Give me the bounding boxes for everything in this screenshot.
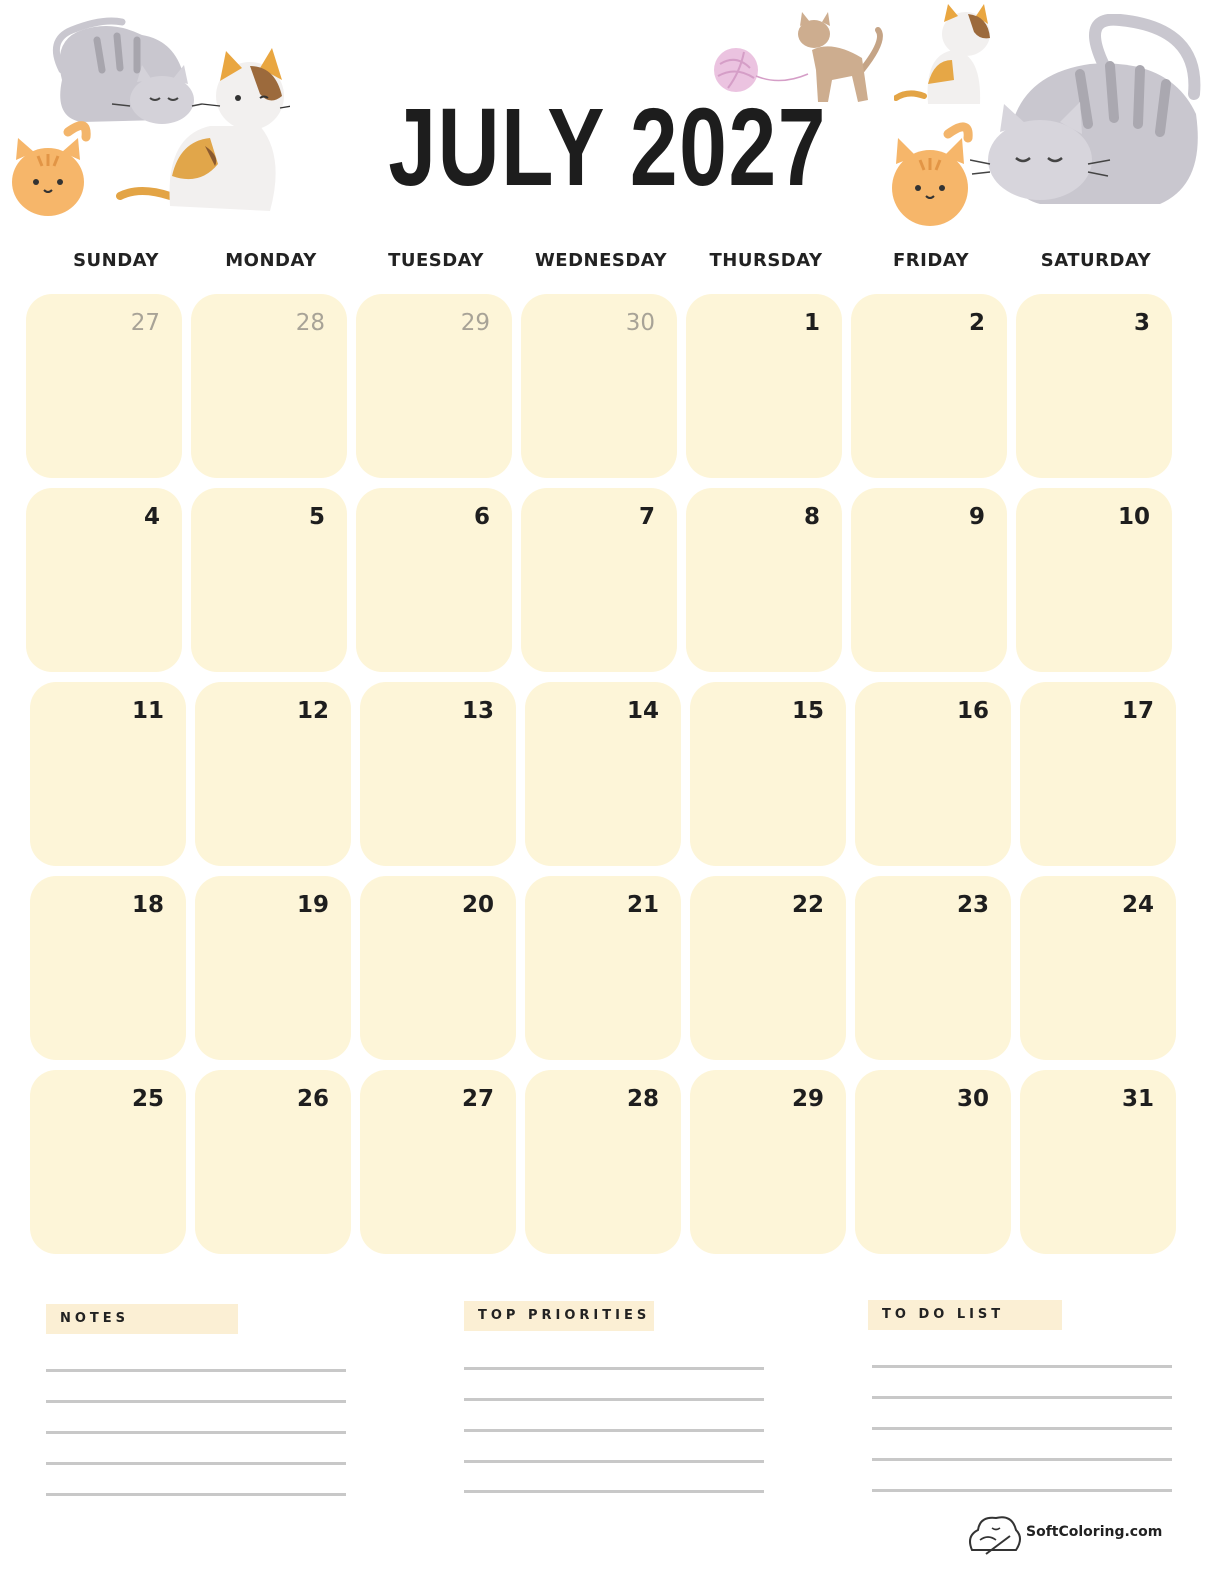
day-number: 25 xyxy=(131,1086,164,1112)
day-cell[interactable] xyxy=(855,1070,1011,1254)
day-cell[interactable] xyxy=(26,488,182,672)
day-number: 26 xyxy=(296,1086,329,1112)
day-number: 3 xyxy=(1133,310,1150,336)
day-cell[interactable] xyxy=(690,876,846,1060)
day-number: 14 xyxy=(626,698,659,724)
day-number: 6 xyxy=(473,504,490,530)
day-number: 29 xyxy=(460,310,490,336)
day-cell[interactable] xyxy=(30,876,186,1060)
day-number: 9 xyxy=(968,504,985,530)
day-number: 17 xyxy=(1121,698,1154,724)
day-number: 21 xyxy=(626,892,659,918)
day-number: 13 xyxy=(461,698,494,724)
day-number: 19 xyxy=(296,892,329,918)
day-number: 22 xyxy=(791,892,824,918)
top-priorities-header: TOP PRIORITIES xyxy=(464,1301,654,1331)
day-number: 12 xyxy=(296,698,329,724)
day-cell[interactable] xyxy=(26,294,182,478)
day-cell[interactable] xyxy=(30,682,186,866)
day-number: 2 xyxy=(968,310,985,336)
day-cell[interactable] xyxy=(1020,876,1176,1060)
todo-line[interactable] xyxy=(872,1427,1172,1430)
day-cell[interactable] xyxy=(686,294,842,478)
todo-line[interactable] xyxy=(872,1396,1172,1399)
day-number: 29 xyxy=(791,1086,824,1112)
notes-header: NOTES xyxy=(46,1304,238,1334)
day-number: 30 xyxy=(625,310,655,336)
day-number: 30 xyxy=(956,1086,989,1112)
weekday-sunday: SUNDAY xyxy=(73,250,159,271)
day-cell[interactable] xyxy=(525,682,681,866)
day-number: 24 xyxy=(1121,892,1154,918)
day-number: 18 xyxy=(131,892,164,918)
orange-kitten-icon xyxy=(8,112,94,222)
day-cell[interactable] xyxy=(525,876,681,1060)
weekday-wednesday: WEDNESDAY xyxy=(534,250,668,271)
day-cell[interactable] xyxy=(690,682,846,866)
notes-line[interactable] xyxy=(46,1431,346,1434)
day-number: 20 xyxy=(461,892,494,918)
brand-logo-icon xyxy=(966,1510,1024,1558)
day-cell[interactable] xyxy=(851,488,1007,672)
day-cell[interactable] xyxy=(855,682,1011,866)
brand-footer xyxy=(966,1510,1166,1558)
day-cell[interactable] xyxy=(851,294,1007,478)
weekday-tuesday: TUESDAY xyxy=(388,250,484,271)
day-number: 5 xyxy=(308,504,325,530)
todo-line[interactable] xyxy=(872,1489,1172,1492)
day-number: 28 xyxy=(295,310,325,336)
day-cell[interactable] xyxy=(1020,682,1176,866)
day-number: 11 xyxy=(131,698,164,724)
priorities-line[interactable] xyxy=(464,1460,764,1463)
day-number: 27 xyxy=(130,310,160,336)
todo-line[interactable] xyxy=(872,1365,1172,1368)
day-number: 31 xyxy=(1121,1086,1154,1112)
day-number: 7 xyxy=(638,504,655,530)
day-cell[interactable] xyxy=(855,876,1011,1060)
day-cell[interactable] xyxy=(360,682,516,866)
day-number: 1 xyxy=(803,310,820,336)
day-number: 4 xyxy=(143,504,160,530)
day-cell[interactable] xyxy=(686,488,842,672)
day-cell[interactable] xyxy=(521,488,677,672)
day-number: 28 xyxy=(626,1086,659,1112)
day-number: 16 xyxy=(956,698,989,724)
day-number: 8 xyxy=(803,504,820,530)
day-cell[interactable] xyxy=(1016,488,1172,672)
day-cell[interactable] xyxy=(521,294,677,478)
notes-line[interactable] xyxy=(46,1493,346,1496)
day-cell[interactable] xyxy=(1020,1070,1176,1254)
day-number: 27 xyxy=(461,1086,494,1112)
day-number: 10 xyxy=(1117,504,1150,530)
weekday-friday: FRIDAY xyxy=(892,250,970,271)
day-cell[interactable] xyxy=(356,488,512,672)
weekday-monday: MONDAY xyxy=(225,250,317,271)
day-cell[interactable] xyxy=(191,488,347,672)
todo-list-header: TO DO LIST xyxy=(868,1300,1062,1330)
day-cell[interactable] xyxy=(191,294,347,478)
day-cell[interactable] xyxy=(195,876,351,1060)
todo-line[interactable] xyxy=(872,1458,1172,1461)
day-cell[interactable] xyxy=(195,682,351,866)
priorities-line[interactable] xyxy=(464,1429,764,1432)
day-number: 15 xyxy=(791,698,824,724)
priorities-line[interactable] xyxy=(464,1490,764,1493)
day-cell[interactable] xyxy=(360,1070,516,1254)
day-cell[interactable] xyxy=(195,1070,351,1254)
notes-line[interactable] xyxy=(46,1369,346,1372)
priorities-line[interactable] xyxy=(464,1367,764,1370)
notes-line[interactable] xyxy=(46,1400,346,1403)
day-cell[interactable] xyxy=(356,294,512,478)
day-cell[interactable] xyxy=(1016,294,1172,478)
day-cell[interactable] xyxy=(30,1070,186,1254)
weekday-saturday: SATURDAY xyxy=(1040,250,1152,271)
day-number: 23 xyxy=(956,892,989,918)
day-cell[interactable] xyxy=(690,1070,846,1254)
brand-name: SoftColoring.com xyxy=(1026,1524,1163,1540)
weekday-thursday: THURSDAY xyxy=(709,250,823,271)
day-cell[interactable] xyxy=(525,1070,681,1254)
month-title: JULY 2027 xyxy=(388,86,828,209)
priorities-line[interactable] xyxy=(464,1398,764,1401)
notes-line[interactable] xyxy=(46,1462,346,1465)
day-cell[interactable] xyxy=(360,876,516,1060)
